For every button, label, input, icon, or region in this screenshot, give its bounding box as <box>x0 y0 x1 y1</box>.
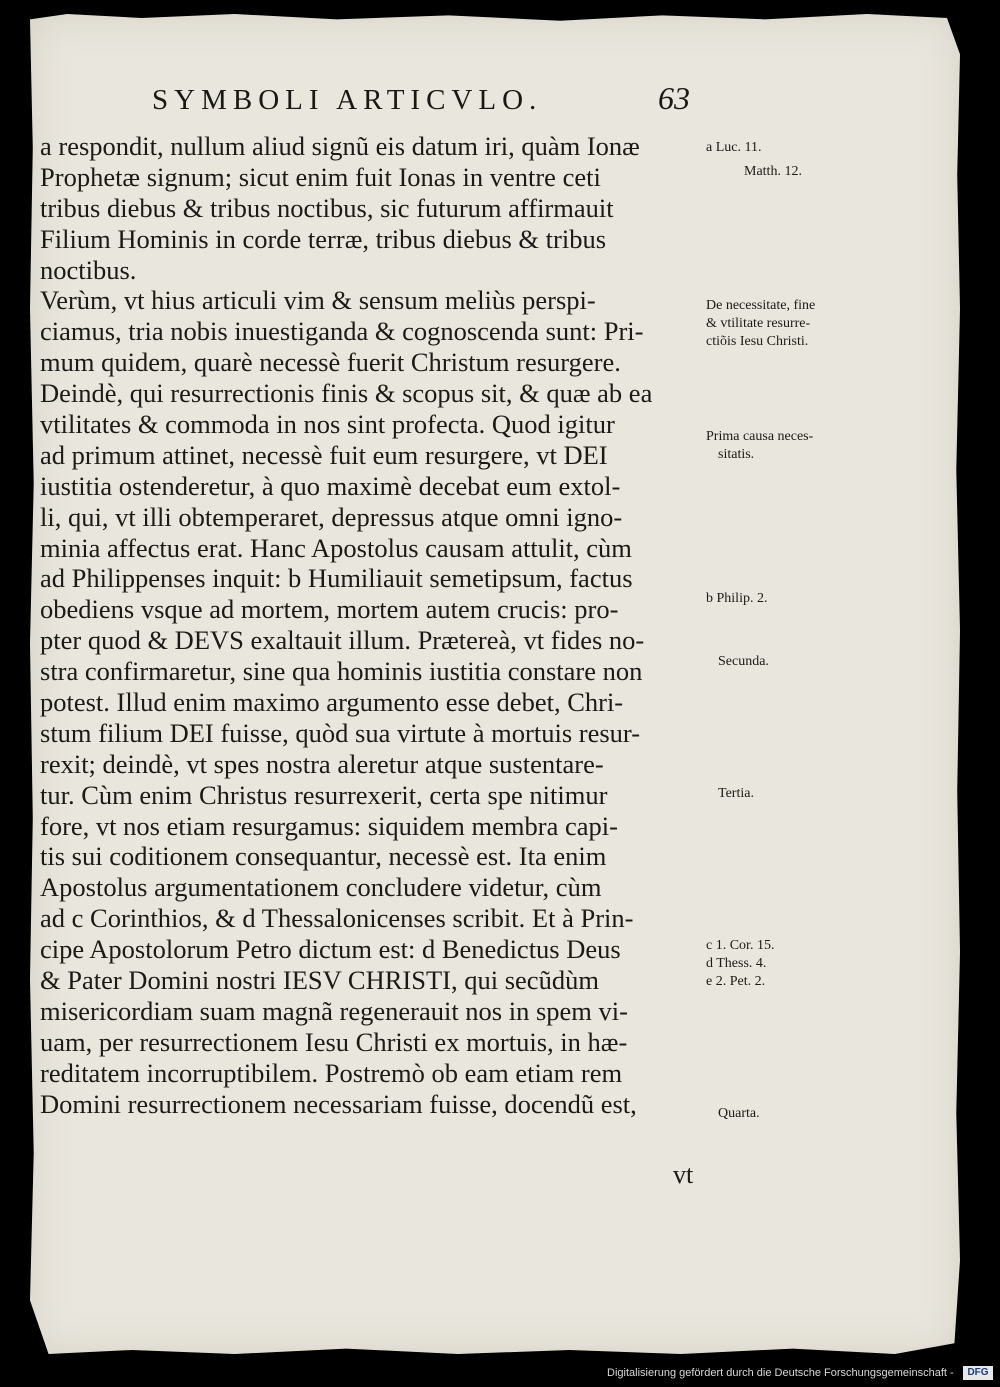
text-line: Filium Hominis in corde terræ, tribus diebus & tribus <box>40 223 607 254</box>
text-line: ad Philippenses inquit: b Humiliauit semetipsum, factus <box>40 563 633 594</box>
text-line: ad primum attinet, necessè fuit eum resurgere, vt DEI <box>40 439 608 470</box>
digitization-credit: Digitalisierung gefördert durch die Deutsche Forschungsgemeinschaft - <box>607 1367 954 1379</box>
text-line: tribus diebus & tribus noctibus, sic futurum affirmauit <box>40 192 614 223</box>
margin-note: c 1. Cor. 15. <box>706 938 775 953</box>
text-line: tur. Cùm enim Christus resurrexerit, certa spe nitimur <box>40 779 608 810</box>
text-line: Deindè, qui resurrectionis finis & scopus sit, & quæ ab ea <box>40 378 653 409</box>
running-head: SYMBOLI ARTICVLO. <box>152 84 543 116</box>
text-line: cipe Apostolorum Petro dictum est: d Benedictus Deus <box>40 934 621 965</box>
text-line: tis sui coditionem consequantur, necessè est. Ita enim <box>40 841 607 872</box>
text-line: noctibus. <box>40 254 137 285</box>
text-line: iustitia ostenderetur, à quo maximè decebat eum extol- <box>40 470 621 501</box>
text-line: Verùm, vt hius articuli vim & sensum meliùs perspi- <box>40 285 596 316</box>
text-line: misericordiam suam magnã regenerauit nos in spem vi- <box>40 995 628 1026</box>
margin-note: & vtilitate resurre- <box>706 316 811 331</box>
margin-note: b Philip. 2. <box>706 591 768 606</box>
text-line: mum quidem, quarè necessè fuerit Christum resurgere. <box>40 347 621 378</box>
text-line: minia affectus erat. Hanc Apostolus causam attulit, cùm <box>40 532 632 563</box>
text-line: Apostolus argumentationem concludere videtur, cùm <box>40 872 602 903</box>
text-line: stra confirmaretur, sine qua hominis iustitia constare non <box>40 656 643 687</box>
margin-note: Secunda. <box>718 654 769 669</box>
dfg-logo: DFG <box>963 1366 993 1380</box>
margin-note: Tertia. <box>718 786 754 801</box>
text-line: fore, vt nos etiam resurgamus: siquidem membra capi- <box>40 810 618 841</box>
catchword: vt <box>673 1160 694 1189</box>
text-line: & Pater Domini nostri IESV CHRISTI, qui secũdùm <box>40 965 599 996</box>
text-line: ciamus, tria nobis inuestiganda & cognoscenda sunt: Pri- <box>40 316 644 347</box>
margin-note: Quarta. <box>718 1106 760 1121</box>
margin-note: a Luc. 11. <box>706 140 762 155</box>
text-line: ad c Corinthios, & d Thessalonicenses scribit. Et à Prin- <box>40 903 634 934</box>
text-line: rexit; deindè, vt spes nostra aleretur atque sustentare- <box>40 748 604 779</box>
text-line: Prophetæ signum; sicut enim fuit Ionas in ventre ceti <box>40 161 601 192</box>
text-line: li, qui, vt illi obtemperaret, depressus atque omni igno- <box>40 501 623 532</box>
text-line: obediens vsque ad mortem, mortem autem crucis: pro- <box>40 594 619 625</box>
body-text <box>40 131 700 1120</box>
margin-note: sitatis. <box>718 447 755 462</box>
text-line: pter quod & DEVS exaltauit illum. Prætereà, vt fides no- <box>40 625 645 656</box>
text-line: potest. Illud enim maximo argumento esse debet, Chri- <box>40 687 624 718</box>
text-line: stum filium DEI fuisse, quòd sua virtute à mortuis resur- <box>40 717 641 748</box>
text-line: a respondit, nullum aliud signũ eis datum iri, quàm Ionæ <box>40 131 640 161</box>
margin-note: De necessitate, fine <box>706 298 816 313</box>
margin-note: Prima causa neces- <box>706 429 814 444</box>
margin-note: Matth. 12. <box>744 164 802 179</box>
margin-note: d Thess. 4. <box>706 956 767 971</box>
text-line: reditatem incorruptibilem. Postremò ob eam etiam rem <box>40 1057 623 1088</box>
margin-note: e 2. Pet. 2. <box>706 974 766 989</box>
text-line: uam, per resurrectionem Iesu Christi ex mortuis, in hæ- <box>40 1026 628 1057</box>
text-line: Domini resurrectionem necessariam fuisse, docendũ est, <box>40 1088 637 1119</box>
margin-note: ctiõis Iesu Christi. <box>706 334 809 349</box>
page-number: 63 <box>658 80 690 116</box>
text-line: vtilitates & commoda in nos sint profecta. Quod igitur <box>40 409 615 440</box>
